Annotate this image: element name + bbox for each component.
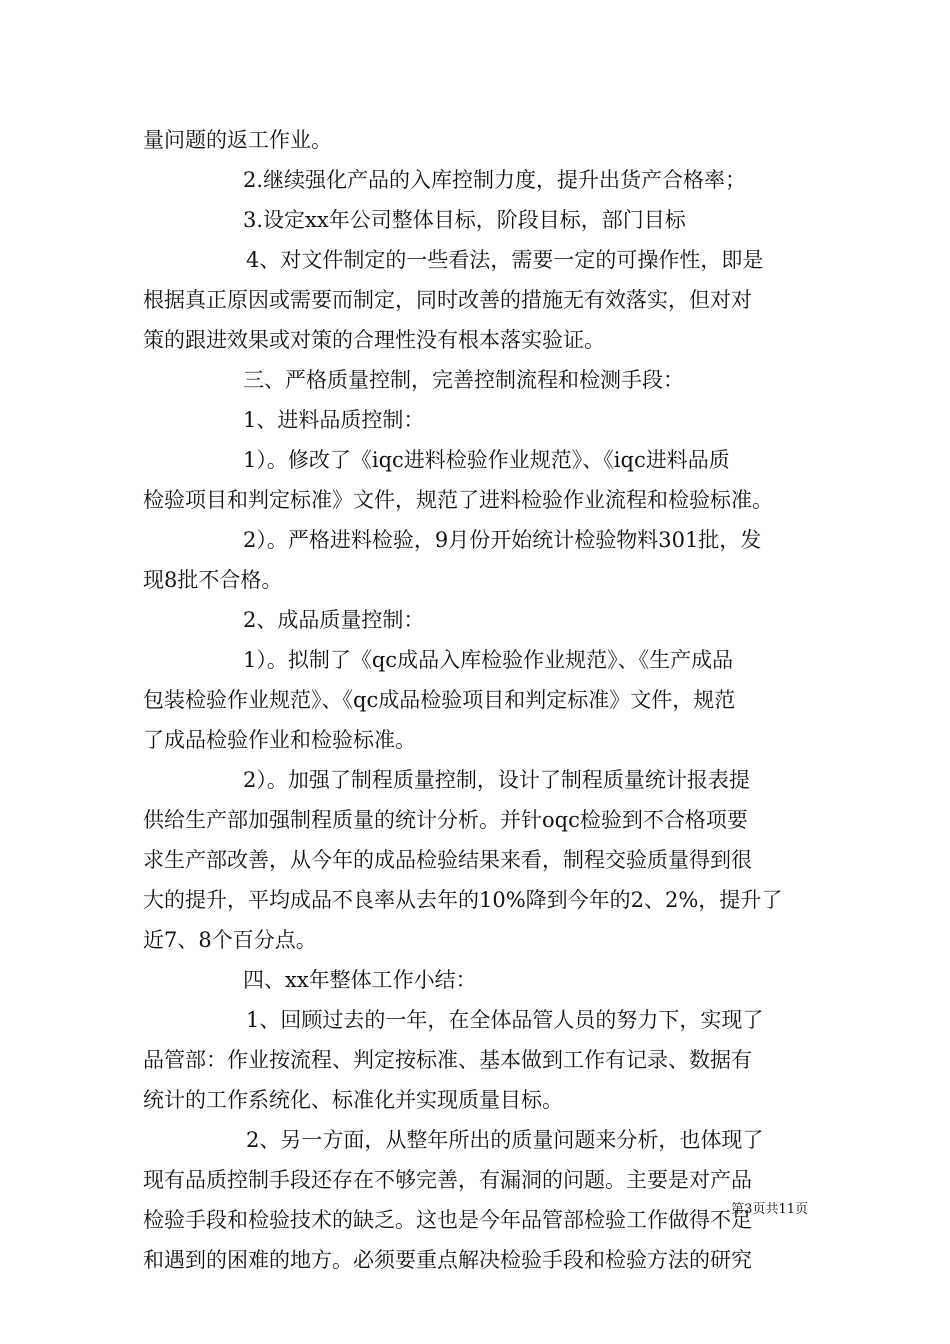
text-line: 品管部：作业按流程、判定按标准、基本做到工作有记录、数据有 (143, 1048, 752, 1072)
text-line: 1、回顾过去的一年，在全体品管人员的努力下，实现了 (246, 1008, 764, 1032)
text-line: 了成品检验作业和检验标准。 (143, 728, 416, 752)
text-line: 检验手段和检验技术的缺乏。这也是今年品管部检验工作做得不足 (143, 1208, 752, 1232)
text-line: 现有品质控制手段还存在不够完善，有漏洞的问题。主要是对产品 (143, 1168, 752, 1192)
section-heading: 三、严格质量控制，完善控制流程和检测手段： (243, 368, 684, 392)
section-heading: 四、xx年整体工作小结： (243, 968, 477, 992)
text-line: 4、对文件制定的一些看法，需要一定的可操作性，即是 (246, 248, 764, 272)
text-line: 供给生产部加强制程质量的统计分析。并针oqc检验到不合格项要 (143, 808, 748, 832)
text-line: 量问题的返工作业。 (143, 128, 332, 152)
text-line: 3.设定xx年公司整体目标，阶段目标，部门目标 (243, 208, 686, 232)
document-body (143, 120, 808, 1280)
text-line: 策的跟进效果或对策的合理性没有根本落实验证。 (143, 328, 605, 352)
text-line: 2.继续强化产品的入库控制力度，提升出货产合格率； (243, 168, 747, 192)
text-line: 和遇到的困难的地方。必须要重点解决检验手段和检验方法的研究 (143, 1248, 752, 1272)
text-line: 1）。修改了《iqc进料检验作业规范》、《iqc进料品质 (243, 448, 730, 472)
text-line: 统计的工作系统化、标准化并实现质量目标。 (143, 1088, 563, 1112)
text-line: 2）。严格进料检验，9月份开始统计检验物料301批，发 (243, 528, 762, 552)
page-number: 第3页共11页 (731, 1202, 808, 1217)
text-line: 检验项目和判定标准》文件，规范了进料检验作业流程和检验标准。 (143, 488, 773, 512)
text-line: 2、另一方面，从整年所出的质量问题来分析，也体现了 (246, 1128, 764, 1152)
text-line: 包装检验作业规范》、《qc成品检验项目和判定标准》文件，规范 (143, 688, 736, 712)
text-line: 2）。加强了制程质量控制，设计了制程质量统计报表提 (243, 768, 750, 792)
text-line: 求生产部改善，从今年的成品检验结果来看，制程交验质量得到很 (143, 848, 752, 872)
text-line: 根据真正原因或需要而制定，同时改善的措施无有效落实，但对对 (143, 288, 752, 312)
text-line: 大的提升，平均成品不良率从去年的10%降到今年的2、2%，提升了 (143, 888, 783, 912)
text-line: 现8批不合格。 (143, 568, 283, 592)
subsection-heading: 2、成品质量控制： (243, 608, 425, 632)
subsection-heading: 1、进料品质控制： (243, 408, 425, 432)
text-line: 1）。拟制了《qc成品入库检验作业规范》、《生产成品 (243, 648, 734, 672)
text-line: 近7、8个百分点。 (143, 928, 317, 952)
